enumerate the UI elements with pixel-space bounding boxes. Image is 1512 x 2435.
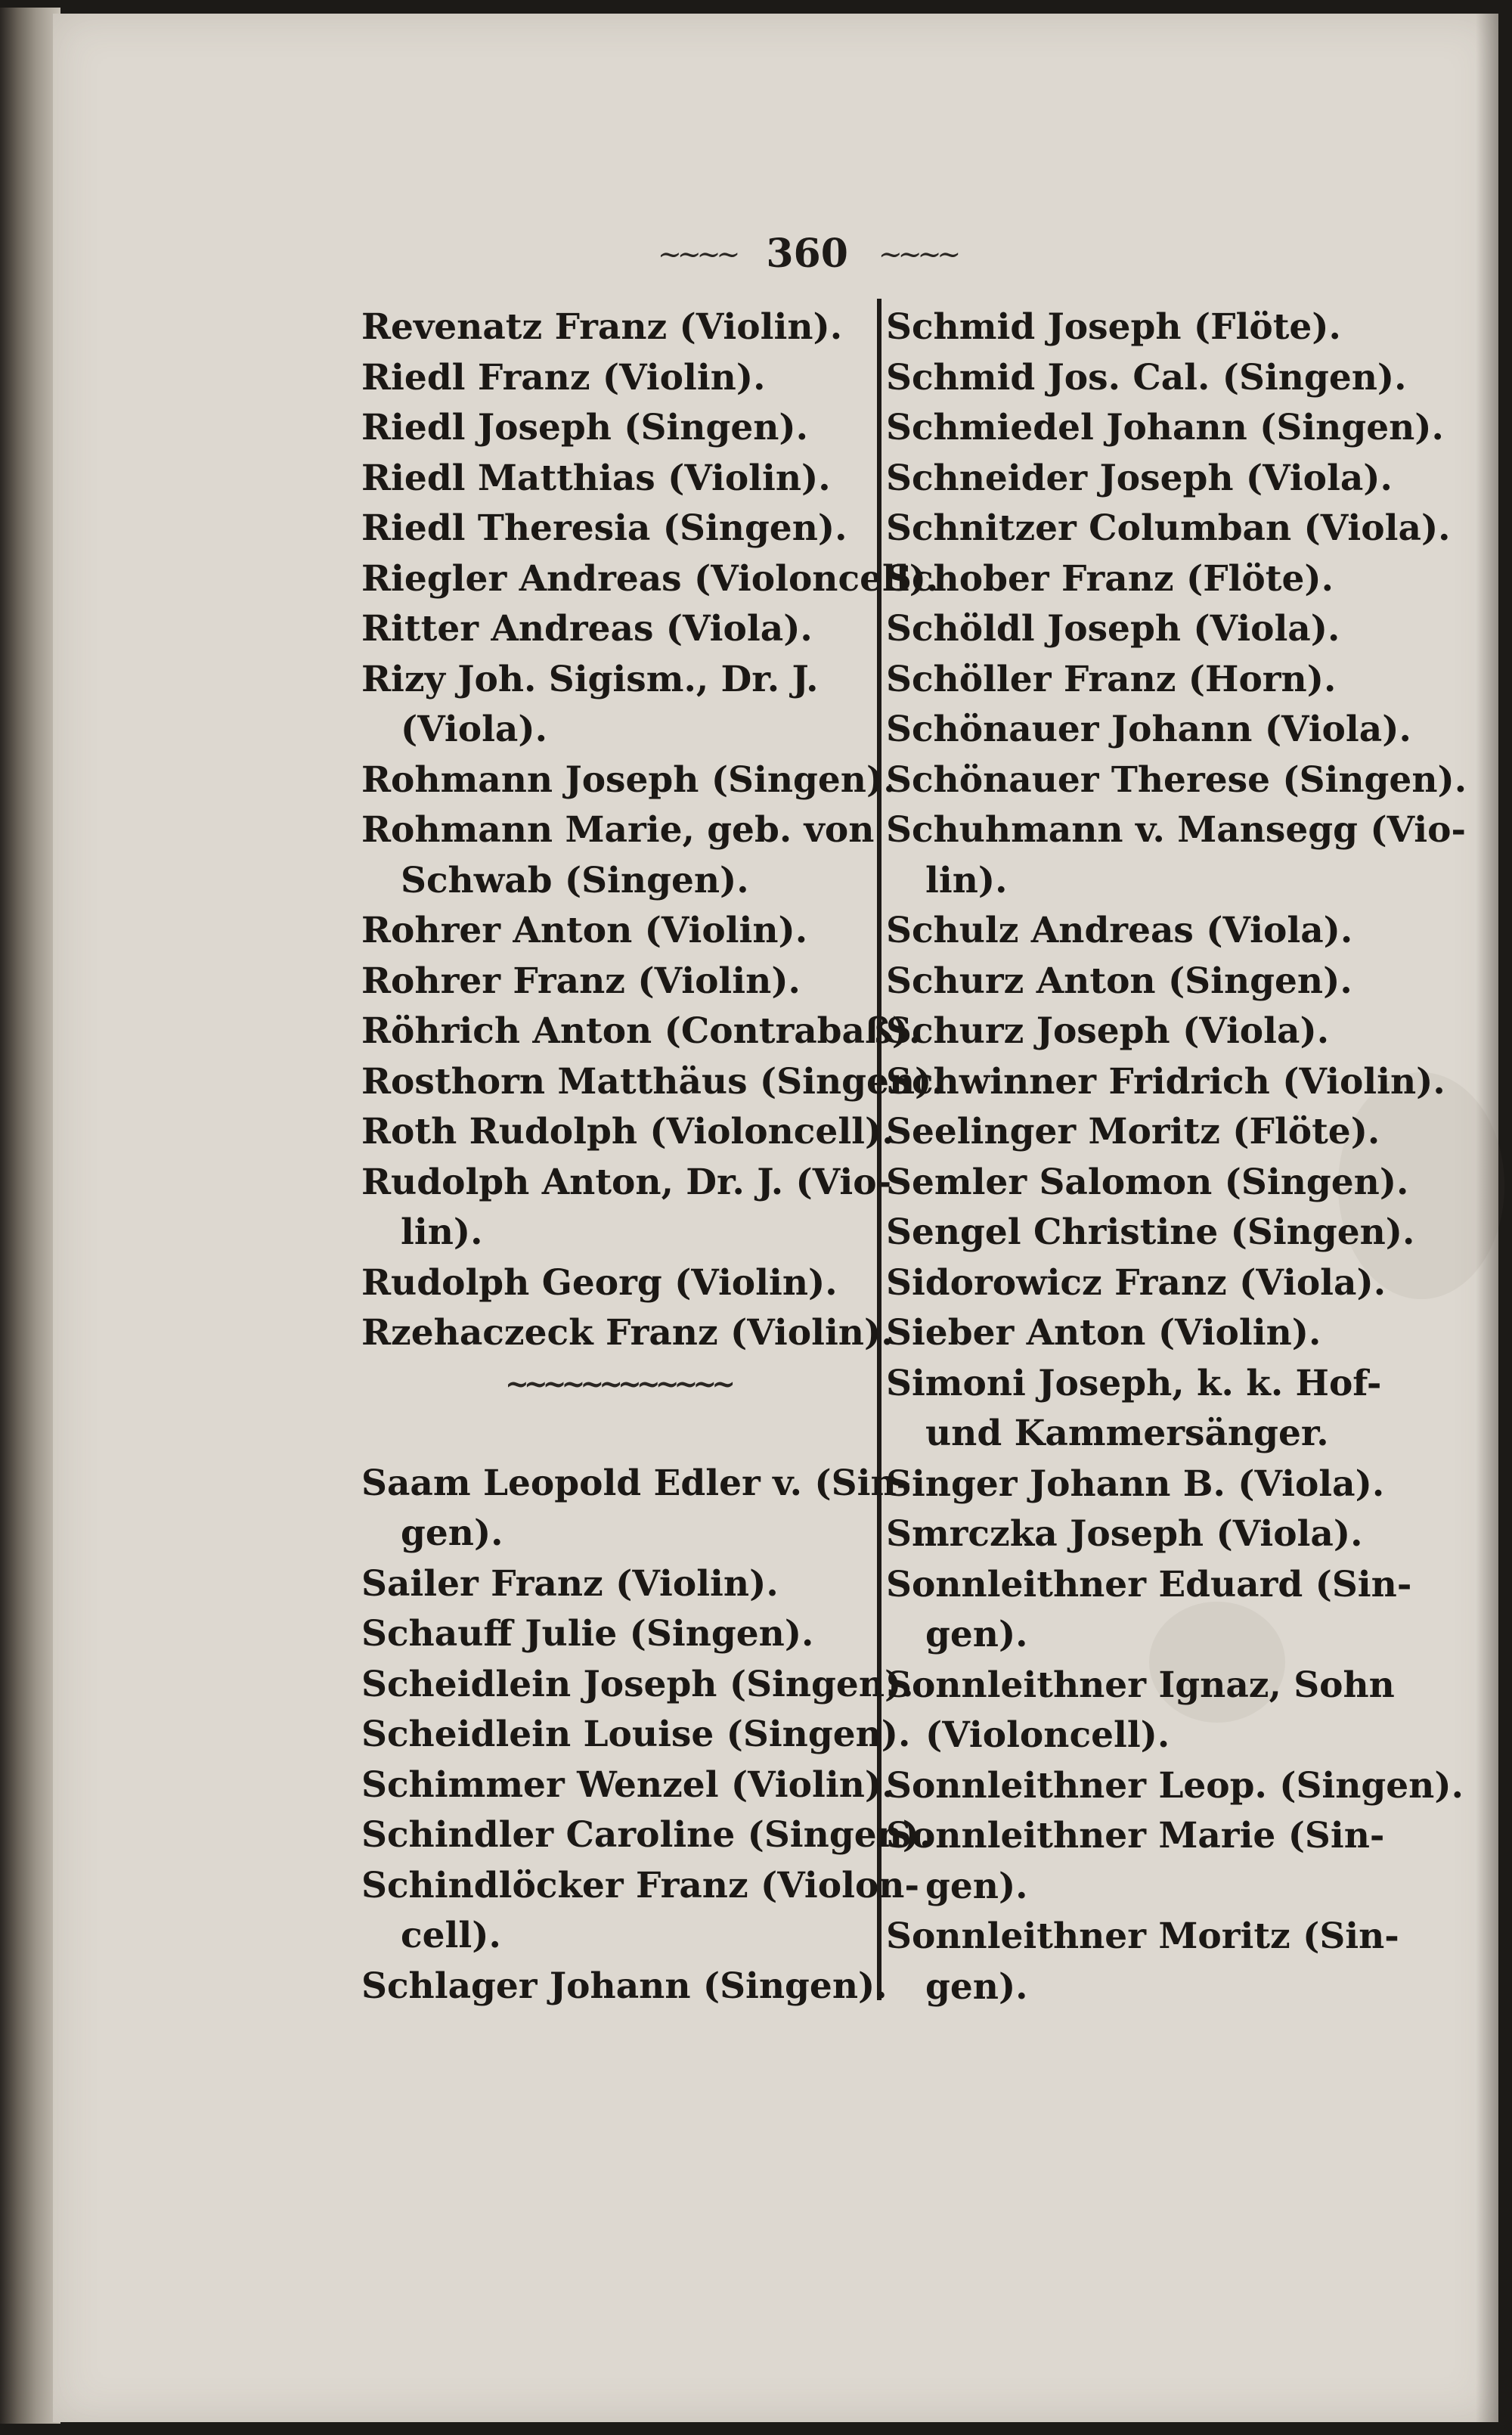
register-entry xyxy=(886,1811,1385,1912)
entry-continuation-line: cell). xyxy=(401,1915,501,1956)
entry-line: Sieber Anton (Violin). xyxy=(886,1312,1321,1354)
page-header xyxy=(658,231,1081,277)
register-entry xyxy=(886,1158,1409,1208)
entry-line: Semler Salomon (Singen). xyxy=(886,1161,1409,1203)
register-entry xyxy=(886,1912,1399,2012)
register-entry xyxy=(886,1509,1385,1560)
entry-line: Rudolph Anton, Dr. J. (Vio- xyxy=(361,1161,892,1203)
register-entry xyxy=(361,353,860,404)
register-entry xyxy=(361,655,860,755)
register-entry xyxy=(361,1962,888,2012)
register-entry xyxy=(886,554,1385,605)
register-entry xyxy=(886,1007,1385,1057)
entry-continuation-line: lin). xyxy=(925,859,1008,901)
register-entry xyxy=(361,504,860,554)
register-entry xyxy=(886,454,1393,504)
register-entry xyxy=(886,353,1407,404)
entry-continuation-line: und Kammersänger. xyxy=(925,1413,1329,1454)
entry-continuation-line: lin). xyxy=(401,1211,483,1253)
entry-line: Schönauer Therese (Singen). xyxy=(886,758,1467,801)
entry-line: Roth Rudolph (Violoncell). xyxy=(361,1111,894,1152)
entry-line: Revenatz Franz (Violin). xyxy=(361,306,843,348)
entry-line: Schmiedel Johann (Singen). xyxy=(886,407,1444,448)
entry-line: Scheidlein Louise (Singen). xyxy=(361,1714,911,1755)
register-entry xyxy=(361,1258,860,1309)
register-entry xyxy=(361,957,860,1007)
register-entry xyxy=(886,1208,1415,1258)
register-entry xyxy=(886,1560,1412,1661)
entry-line: Sonnleithner Leop. (Singen). xyxy=(886,1764,1464,1807)
entry-line: Schlager Johann (Singen). xyxy=(361,1965,888,2007)
entry-line: Rohmann Marie, geb. von xyxy=(361,809,875,851)
register-entry xyxy=(886,1459,1385,1510)
entry-continuation-line: (Violoncell). xyxy=(925,1714,1170,1756)
entry-line: Schurz Joseph (Viola). xyxy=(886,1010,1330,1052)
register-entry xyxy=(886,1258,1385,1309)
entry-line: Rohrer Anton (Violin). xyxy=(361,910,808,951)
register-entry xyxy=(361,1861,919,1962)
entry-line: Schmid Jos. Cal. (Singen). xyxy=(886,356,1407,399)
entry-line: Schöller Franz (Horn). xyxy=(886,658,1337,700)
right-column xyxy=(886,302,1467,2012)
header-ornament-left: ~~~~ xyxy=(658,237,736,271)
entry-line: Smrczka Joseph (Viola). xyxy=(886,1513,1363,1555)
entry-line: Ritter Andreas (Viola). xyxy=(361,608,813,650)
register-entry xyxy=(361,906,860,957)
entry-continuation-line: (Viola). xyxy=(401,709,547,750)
entry-line: Sonnleithner Ignaz, Sohn xyxy=(886,1664,1395,1706)
header-ornament-right: ~~~~ xyxy=(878,237,957,271)
entry-line: Schuhmann v. Mansegg (Vio- xyxy=(886,809,1466,851)
entry-line: Rudolph Georg (Violin). xyxy=(361,1261,838,1304)
register-entry xyxy=(361,805,875,906)
register-entry xyxy=(886,403,1444,454)
register-entry xyxy=(361,403,860,454)
register-entry xyxy=(361,1459,912,1559)
entry-line: Schwinner Fridrich (Violin). xyxy=(886,1060,1445,1103)
entry-line: Riedl Theresia (Singen). xyxy=(361,507,847,549)
entry-line: Sonnleithner Marie (Sin- xyxy=(886,1815,1385,1856)
entry-continuation-line: Schwab (Singen). xyxy=(401,859,749,901)
entry-continuation-line: gen). xyxy=(401,1512,503,1554)
entry-line: Schmid Joseph (Flöte). xyxy=(886,306,1341,348)
entry-line: Riedl Matthias (Violin). xyxy=(361,457,831,499)
register-entry xyxy=(886,1107,1385,1158)
register-entry xyxy=(886,705,1411,755)
register-entry xyxy=(361,1308,894,1359)
register-entry xyxy=(886,1761,1464,1812)
book-page-edges xyxy=(0,8,60,2424)
register-entry xyxy=(361,554,939,605)
register-entry xyxy=(886,906,1385,957)
register-entry xyxy=(886,1661,1395,1761)
entry-line: Riegler Andreas (Violoncell). xyxy=(361,557,939,600)
register-entry xyxy=(361,1559,860,1610)
register-entry xyxy=(361,1158,892,1258)
section-divider-ornament: ~~~~~~~~~~~~ xyxy=(505,1366,731,1401)
register-entry xyxy=(361,1107,894,1158)
register-entry xyxy=(361,1609,860,1660)
entry-line: Schönauer Johann (Viola). xyxy=(886,709,1411,750)
entry-line: Saam Leopold Edler v. (Sin- xyxy=(361,1462,912,1504)
entry-line: Rosthorn Matthäus (Singen). xyxy=(361,1060,944,1103)
entry-line: Rohmann Joseph (Singen). xyxy=(361,758,896,801)
register-entry xyxy=(886,604,1385,655)
register-entry xyxy=(361,604,860,655)
register-entry xyxy=(361,755,896,806)
register-entry xyxy=(361,1057,944,1108)
register-entry xyxy=(361,454,860,504)
register-entry xyxy=(886,504,1451,554)
entry-line: Schindlöcker Franz (Violon- xyxy=(361,1864,919,1906)
entry-line: Schnitzer Columban (Viola). xyxy=(886,507,1451,549)
register-entry xyxy=(886,1359,1385,1459)
register-entry xyxy=(886,957,1385,1007)
entry-line: Simoni Joseph, k. k. Hof- xyxy=(886,1362,1382,1404)
entry-line: Schurz Anton (Singen). xyxy=(886,960,1352,1002)
entry-continuation-line: gen). xyxy=(925,1865,1028,1907)
entry-line: Schindler Caroline (Singen). xyxy=(361,1814,932,1856)
entry-line: Seelinger Moritz (Flöte). xyxy=(886,1111,1380,1152)
entry-line: Schauff Julie (Singen). xyxy=(361,1613,814,1655)
entry-line: Sonnleithner Moritz (Sin- xyxy=(886,1915,1399,1957)
entry-line: Scheidlein Joseph (Singen). xyxy=(361,1663,914,1705)
register-entry xyxy=(361,1007,922,1057)
register-entry xyxy=(886,755,1467,806)
entry-continuation-line: gen). xyxy=(925,1965,1028,2008)
entry-line: Röhrich Anton (Contrabaß). xyxy=(361,1010,922,1052)
entry-line: Schober Franz (Flöte). xyxy=(886,557,1334,600)
entry-line: Rohrer Franz (Violin). xyxy=(361,960,801,1002)
register-entry xyxy=(886,805,1466,906)
entry-line: Schimmer Wenzel (Violin). xyxy=(361,1763,894,1806)
register-entry xyxy=(361,302,860,353)
entry-line: Riedl Franz (Violin). xyxy=(361,356,766,399)
entry-line: Sidorowicz Franz (Viola). xyxy=(886,1261,1387,1304)
entry-line: Sailer Franz (Violin). xyxy=(361,1562,779,1605)
register-entry xyxy=(886,655,1385,706)
register-entry xyxy=(886,1308,1385,1359)
page-number: 360 xyxy=(766,231,848,277)
register-entry xyxy=(886,302,1385,353)
register-entry xyxy=(886,1057,1445,1108)
entry-line: Schöldl Joseph (Viola). xyxy=(886,608,1340,650)
entry-line: Riedl Joseph (Singen). xyxy=(361,407,808,448)
entry-line: Schneider Joseph (Viola). xyxy=(886,457,1393,499)
entry-line: Sengel Christine (Singen). xyxy=(886,1211,1415,1253)
register-entry xyxy=(361,1710,911,1760)
entry-continuation-line: gen). xyxy=(925,1614,1028,1655)
register-entry xyxy=(361,1810,932,1861)
register-entry xyxy=(361,1760,894,1811)
entry-line: Schulz Andreas (Viola). xyxy=(886,910,1353,951)
entry-line: Singer Johann B. (Viola). xyxy=(886,1463,1385,1505)
register-entry xyxy=(361,1660,914,1711)
entry-line: Sonnleithner Eduard (Sin- xyxy=(886,1563,1412,1605)
entry-line: Rizy Joh. Sigism., Dr. J. xyxy=(361,658,819,700)
left-column xyxy=(361,302,944,2012)
entry-line: Rzehaczeck Franz (Violin). xyxy=(361,1312,894,1354)
